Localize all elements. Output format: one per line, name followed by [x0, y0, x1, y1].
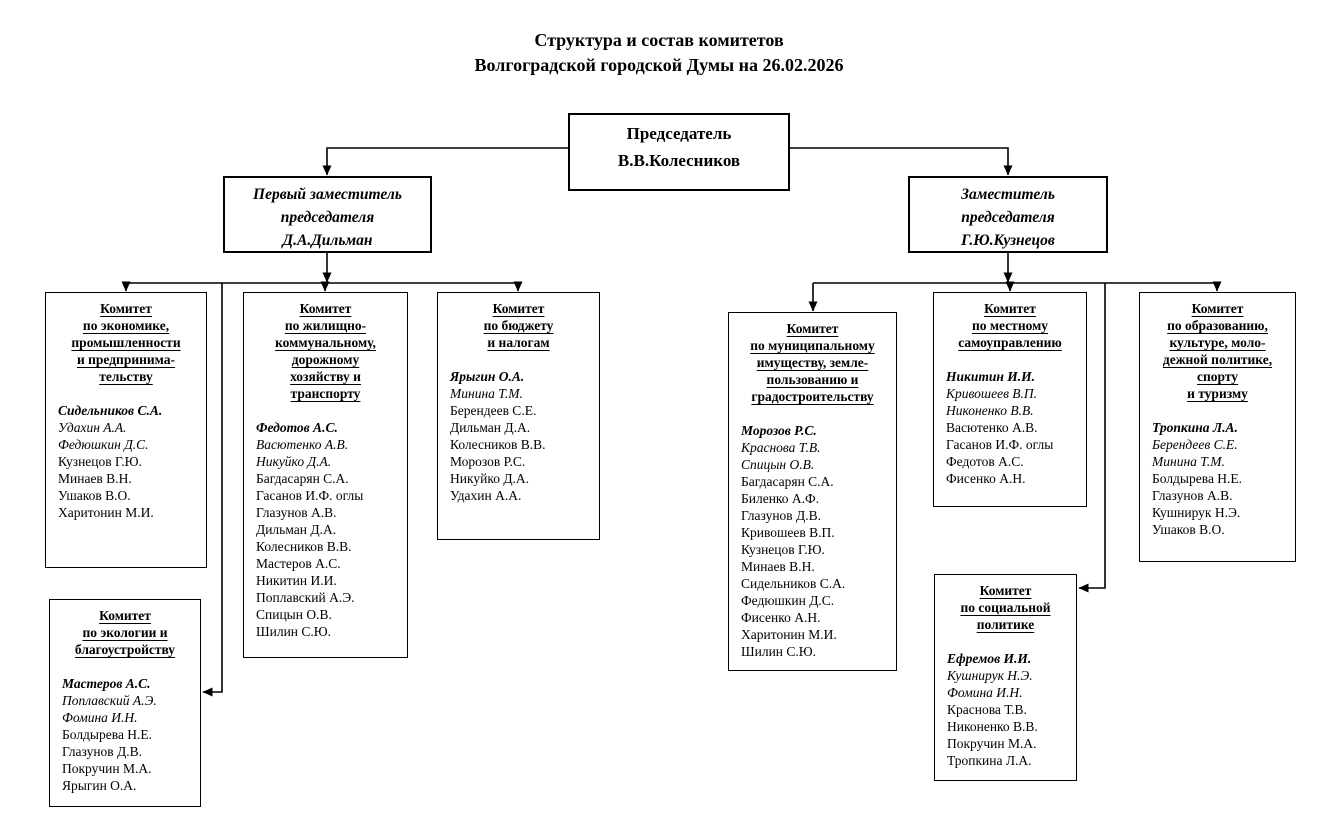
- committee-member-name: Федотов А.С.: [946, 454, 1024, 469]
- committee-title: [729, 313, 896, 405]
- committee-chair-name: Мастеров А.С.: [62, 676, 151, 691]
- committee-title-line: культуре, моло-: [1169, 335, 1266, 350]
- committee-title: [244, 293, 407, 402]
- connector-chairman-to-second-deputy: [790, 148, 1008, 175]
- committee-box-education: [1139, 292, 1296, 562]
- committee-member-name: Тропкина Л.А.: [947, 753, 1032, 768]
- committee-member-name: Багдасарян С.А.: [741, 474, 834, 489]
- second-deputy-role-line2: председателя: [961, 209, 1055, 226]
- committee-title-line: по экономике,: [82, 318, 170, 333]
- committee-member-name: Харитонин М.И.: [741, 627, 837, 642]
- committee-member-name: Минаев В.Н.: [58, 471, 132, 486]
- committee-member-name: Ярыгин О.А.: [62, 778, 137, 793]
- committee-member-name: Минаев В.Н.: [741, 559, 815, 574]
- committee-title-line: Комитет: [99, 608, 151, 623]
- committee-member-name: Колесников В.В.: [256, 539, 352, 554]
- committee-title-line: и налогам: [487, 335, 550, 350]
- committee-member-name: Глазунов А.В.: [256, 505, 337, 520]
- committee-title-line: по образованию,: [1167, 318, 1268, 333]
- committee-box-ecology: [49, 599, 201, 807]
- committee-title: [934, 293, 1086, 351]
- committee-deputy-chair-name: Спицын О.В.: [741, 457, 815, 472]
- committee-title-line: спорту: [1196, 369, 1239, 384]
- committee-member-list: [729, 422, 896, 660]
- committee-title-line: имуществу, земле-: [756, 355, 869, 370]
- committee-member-name: Колесников В.В.: [450, 437, 546, 452]
- first-deputy-name: Д.А.Дильман: [282, 232, 373, 249]
- committee-deputy-chair-name: Кушнирук Н.Э.: [947, 668, 1033, 683]
- committee-title-line: дорожному: [291, 352, 360, 367]
- committee-title-line: коммунальному,: [275, 335, 376, 350]
- committee-title: [50, 600, 200, 658]
- page-title: [0, 28, 1318, 78]
- committee-member-name: Покручин М.А.: [947, 736, 1037, 751]
- committee-member-list: [935, 650, 1076, 769]
- chairman-name: В.В.Колесников: [617, 151, 741, 170]
- committee-chair-name: Никитин И.И.: [946, 369, 1035, 384]
- committee-title: [438, 293, 599, 351]
- committee-deputy-chair-name: Фомина И.Н.: [62, 710, 138, 725]
- committee-member-name: Кушнирук Н.Э.: [1152, 505, 1241, 520]
- committee-title-line: Комитет: [979, 583, 1032, 598]
- committee-member-list: [46, 402, 206, 521]
- committee-title-line: хозяйству и: [290, 369, 361, 384]
- committee-member-name: Кузнецов Г.Ю.: [58, 454, 142, 469]
- committee-title-line: Комитет: [100, 301, 152, 316]
- committee-chair-name: Федотов А.С.: [256, 420, 338, 435]
- committee-member-list: [50, 675, 200, 794]
- committee-box-housing: [243, 292, 408, 658]
- committee-title-line: по социальной: [960, 600, 1051, 615]
- committee-title-line: градостроительству: [751, 389, 874, 404]
- committee-member-name: Гасанов И.Ф. оглы: [256, 488, 364, 503]
- committee-member-list: [438, 368, 599, 504]
- committee-member-name: Багдасарян С.А.: [256, 471, 349, 486]
- committee-member-name: Сидельников С.А.: [741, 576, 846, 591]
- committee-title-line: Комитет: [984, 301, 1036, 316]
- second-deputy-role-line1: Заместитель: [961, 186, 1055, 203]
- committee-title-line: и туризму: [1187, 386, 1248, 401]
- committee-chair-name: Ярыгин О.А.: [450, 369, 525, 384]
- committee-title-line: политике: [976, 617, 1035, 632]
- committee-member-name: Кузнецов Г.Ю.: [741, 542, 825, 557]
- committee-box-local-government: [933, 292, 1087, 507]
- committee-deputy-chair-name: Удахин А.А.: [58, 420, 127, 435]
- committee-title-line: по местному: [971, 318, 1049, 333]
- committee-member-name: Шилин С.Ю.: [256, 624, 332, 639]
- committee-title-line: дежной политике,: [1162, 352, 1273, 367]
- committee-member-name: Федюшкин Д.С.: [741, 593, 835, 608]
- committee-chair-name: Сидельников С.А.: [58, 403, 163, 418]
- committee-title-line: самоуправлению: [958, 335, 1062, 350]
- committee-member-name: Васютенко А.В.: [946, 420, 1038, 435]
- committee-chair-name: Морозов Р.С.: [741, 423, 817, 438]
- committee-member-name: Фисенко А.Н.: [946, 471, 1026, 486]
- committee-deputy-chair-name: Никуйко Д.А.: [256, 454, 332, 469]
- committee-member-name: Никитин И.И.: [256, 573, 337, 588]
- committee-deputy-chair-name: Поплавский А.Э.: [62, 693, 157, 708]
- page-title-line2: Волгоградской городской Думы на 26.02.2026: [474, 55, 844, 75]
- committee-title-line: транспорту: [290, 386, 361, 401]
- committee-member-name: Морозов Р.С.: [450, 454, 526, 469]
- committee-member-name: Гасанов И.Ф. оглы: [946, 437, 1054, 452]
- committee-member-name: Покручин М.А.: [62, 761, 152, 776]
- committee-title-line: и предпринима-: [76, 352, 176, 367]
- committee-title: [1140, 293, 1295, 402]
- committee-title-line: Комитет: [786, 321, 839, 336]
- committee-member-name: Болдырева Н.Е.: [62, 727, 153, 742]
- page-title-line1: Структура и состав комитетов: [534, 30, 784, 50]
- committee-title-line: по бюджету: [483, 318, 554, 333]
- committee-title-line: по экологии и: [82, 625, 168, 640]
- committee-member-name: Удахин А.А.: [450, 488, 522, 503]
- committee-member-name: Ушаков В.О.: [1152, 522, 1225, 537]
- committee-chair-name: Тропкина Л.А.: [1152, 420, 1238, 435]
- committee-title: [935, 575, 1076, 633]
- committee-member-name: Глазунов А.В.: [1152, 488, 1233, 503]
- committee-member-name: Глазунов Д.В.: [741, 508, 822, 523]
- committee-title-line: благоустройству: [74, 642, 176, 657]
- committee-deputy-chair-name: Никоненко В.В.: [946, 403, 1034, 418]
- committee-deputy-chair-name: Краснова Т.В.: [741, 440, 821, 455]
- committee-member-name: Берендеев С.Е.: [450, 403, 537, 418]
- committee-title-line: по муниципальному: [750, 338, 875, 353]
- committee-member-name: Фисенко А.Н.: [741, 610, 821, 625]
- committee-deputy-chair-name: Минина Т.М.: [450, 386, 523, 401]
- second-deputy-box: [908, 176, 1108, 253]
- second-deputy-name: Г.Ю.Кузнецов: [961, 232, 1055, 249]
- committee-member-name: Болдырева Н.Е.: [1152, 471, 1243, 486]
- committee-member-list: [1140, 419, 1295, 538]
- committee-member-name: Харитонин М.И.: [58, 505, 154, 520]
- committee-member-name: Никуйко Д.А.: [450, 471, 530, 486]
- committee-title-line: Комитет: [1191, 301, 1244, 316]
- committee-member-name: Краснова Т.В.: [947, 702, 1027, 717]
- committee-member-list: [934, 368, 1086, 487]
- committee-title-line: пользованию и: [766, 372, 859, 387]
- committee-deputy-chair-name: Фомина И.Н.: [947, 685, 1023, 700]
- committee-deputy-chair-name: Минина Т.М.: [1152, 454, 1225, 469]
- committee-title-line: Комитет: [299, 301, 352, 316]
- committee-deputy-chair-name: Кривошеев В.П.: [946, 386, 1038, 401]
- committee-member-name: Биленко А.Ф.: [741, 491, 820, 506]
- committee-member-name: Спицын О.В.: [256, 607, 332, 622]
- first-deputy-box: [223, 176, 432, 253]
- committee-member-name: Дильман Д.А.: [256, 522, 337, 537]
- committee-chair-name: Ефремов И.И.: [947, 651, 1032, 666]
- first-deputy-role-line2: председателя: [280, 209, 375, 226]
- committee-title-line: Комитет: [492, 301, 545, 316]
- committee-member-name: Никоненко В.В.: [947, 719, 1038, 734]
- committee-title-line: промышленности: [71, 335, 181, 350]
- committee-member-name: Кривошеев В.П.: [741, 525, 835, 540]
- committee-deputy-chair-name: Федюшкин Д.С.: [58, 437, 149, 452]
- committee-member-name: Поплавский А.Э.: [256, 590, 355, 605]
- committee-title-line: по жилищно-: [284, 318, 367, 333]
- committee-member-name: Мастеров А.С.: [256, 556, 341, 571]
- committee-deputy-chair-name: Берендеев С.Е.: [1152, 437, 1238, 452]
- committee-member-name: Глазунов Д.В.: [62, 744, 143, 759]
- committee-box-property: [728, 312, 897, 671]
- first-deputy-role-line1: Первый заместитель: [253, 186, 402, 203]
- committee-title-line: тельству: [99, 369, 153, 384]
- connector-chairman-to-first-deputy: [327, 148, 568, 175]
- committee-member-name: Шилин С.Ю.: [741, 644, 817, 659]
- committee-title: [46, 293, 206, 385]
- committee-member-name: Дильман Д.А.: [450, 420, 531, 435]
- committee-member-name: Ушаков В.О.: [58, 488, 131, 503]
- committee-member-list: [244, 419, 407, 640]
- chairman-role: Председатель: [626, 124, 732, 143]
- committee-deputy-chair-name: Васютенко А.В.: [256, 437, 349, 452]
- committee-box-economy: [45, 292, 207, 568]
- committee-box-social-policy: [934, 574, 1077, 781]
- chairman-box: [568, 113, 790, 191]
- committee-box-budget: [437, 292, 600, 540]
